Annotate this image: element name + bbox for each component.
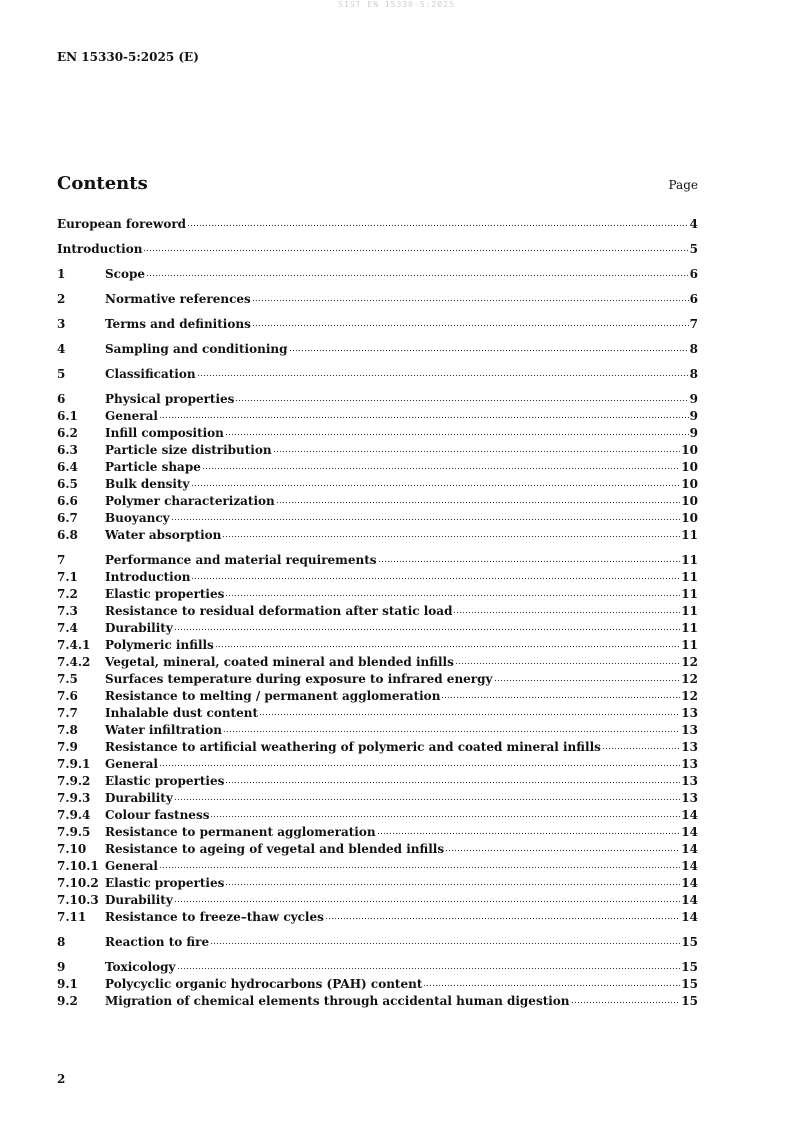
toc-entry[interactable] — [57, 341, 698, 358]
toc-entry[interactable] — [57, 459, 698, 476]
toc-entry[interactable] — [57, 959, 698, 976]
toc-entry-title: Water infiltration — [105, 723, 222, 737]
toc-entry[interactable] — [57, 993, 698, 1010]
dot-leader — [571, 995, 681, 1004]
toc-entry-title: Water absorption — [105, 528, 222, 542]
dot-leader — [191, 571, 680, 580]
toc-entry-page: 11 — [681, 638, 698, 652]
dot-leader — [289, 343, 689, 352]
toc-entry-title: Polycyclic organic hydrocarbons (PAH) content — [105, 977, 423, 991]
dot-leader — [453, 605, 680, 614]
dot-leader — [174, 894, 680, 903]
toc-entry-page: 15 — [681, 935, 698, 949]
dot-leader — [235, 393, 688, 402]
toc-entry-page: 8 — [689, 367, 698, 381]
toc-entry-number: 7.4.1 — [57, 638, 91, 652]
toc-entry-title: Reaction to fire — [105, 935, 210, 949]
dot-leader — [377, 826, 681, 835]
toc-entry[interactable] — [57, 476, 698, 493]
toc-entry-title: Vegetal, mineral, coated mineral and blended infills — [105, 655, 454, 669]
toc-entry-page: 6 — [689, 292, 698, 306]
toc-entry-page: 13 — [681, 706, 698, 720]
toc-entry-page: 14 — [681, 859, 698, 873]
toc-entry-title: Introduction — [57, 242, 143, 256]
toc-entry-title: Resistance to permanent agglomeration — [105, 825, 376, 839]
toc-entry-number: 6.7 — [57, 511, 78, 525]
dot-leader — [494, 673, 681, 682]
toc-entry-title: General — [105, 409, 158, 423]
toc-entry[interactable] — [57, 705, 698, 722]
dot-leader — [273, 444, 681, 453]
toc-entry-page: 13 — [681, 757, 698, 771]
toc-entry[interactable] — [57, 790, 698, 807]
page-column-label: Page — [668, 178, 698, 192]
toc-entry-number: 5 — [57, 367, 66, 381]
toc-entry-title: Polymeric infills — [105, 638, 214, 652]
toc-entry-title: Scope — [105, 267, 146, 281]
toc-entry[interactable] — [57, 654, 698, 671]
toc-entry-title: Elastic properties — [105, 876, 225, 890]
dot-leader — [378, 554, 681, 563]
toc-entry-title: Resistance to ageing of vegetal and blended infills — [105, 842, 445, 856]
toc-entry-page: 11 — [681, 621, 698, 635]
toc-entry-page: 11 — [681, 587, 698, 601]
dot-leader — [445, 843, 680, 852]
dot-leader — [143, 243, 688, 252]
toc-entry[interactable] — [57, 510, 698, 527]
toc-entry-title: Durability — [105, 621, 173, 635]
toc-entry-number: 7.4.2 — [57, 655, 91, 669]
dot-leader — [159, 758, 680, 767]
toc-entry-title: Performance and material requirements — [105, 553, 377, 567]
dot-leader — [187, 218, 689, 227]
dot-leader — [174, 792, 680, 801]
toc-entry-number: 7.11 — [57, 910, 87, 924]
toc-entry[interactable] — [57, 620, 698, 637]
toc-entry-number: 7 — [57, 553, 66, 567]
toc-entry-page: 13 — [681, 740, 698, 754]
dot-leader — [159, 410, 689, 419]
toc-entry-page: 8 — [689, 342, 698, 356]
dot-leader — [252, 318, 689, 327]
toc-entry-number: 6.2 — [57, 426, 78, 440]
toc-entry-title: Sampling and conditioning — [105, 342, 288, 356]
dot-leader — [202, 461, 680, 470]
dot-leader — [455, 656, 680, 665]
toc-entry-title: Introduction — [105, 570, 191, 584]
document-code: EN 15330-5:2025 (E) — [57, 50, 199, 64]
toc-entry-number: 6 — [57, 392, 66, 406]
toc-entry[interactable] — [57, 671, 698, 688]
toc-entry-number: 7.10 — [57, 842, 87, 856]
toc-entry-number: 7.7 — [57, 706, 78, 720]
toc-entry-title: General — [105, 757, 158, 771]
toc-entry-number: 7.9 — [57, 740, 78, 754]
contents-heading: Contents — [57, 173, 148, 194]
toc-entry-page: 13 — [681, 723, 698, 737]
dot-leader — [191, 478, 681, 487]
toc-entry-page: 14 — [681, 893, 698, 907]
toc-entry-number: 7.2 — [57, 587, 78, 601]
toc-entry[interactable] — [57, 934, 698, 951]
toc-entry-page: 14 — [681, 842, 698, 856]
toc-entry-title: Elastic properties — [105, 774, 225, 788]
toc-entry-title: Resistance to freeze–thaw cycles — [105, 910, 324, 924]
dot-leader — [225, 588, 680, 597]
toc-entry[interactable] — [57, 266, 698, 283]
toc-entry[interactable] — [57, 603, 698, 620]
toc-entry-title: Infill composition — [105, 426, 224, 440]
toc-entry-page: 9 — [689, 392, 698, 406]
toc-entry[interactable] — [57, 216, 698, 233]
toc-entry-title: Bulk density — [105, 477, 190, 491]
toc-entry-title: Toxicology — [105, 960, 176, 974]
toc-entry-number: 6.6 — [57, 494, 78, 508]
dot-leader — [210, 936, 680, 945]
toc-entry-page: 14 — [681, 876, 698, 890]
toc-entry-page: 9 — [689, 409, 698, 423]
toc-entry[interactable] — [57, 425, 698, 442]
dot-leader — [423, 978, 680, 987]
toc-entry-title: Migration of chemical elements through accidental human digestion — [105, 994, 570, 1008]
toc-entry-page: 11 — [681, 553, 698, 567]
toc-entry[interactable] — [57, 875, 698, 892]
toc-entry-page: 10 — [681, 460, 698, 474]
toc-entry-page: 13 — [681, 774, 698, 788]
dot-leader — [215, 639, 680, 648]
toc-entry[interactable] — [57, 586, 698, 603]
toc-entry-number: 7.10.3 — [57, 893, 99, 907]
toc-entry-page: 11 — [681, 528, 698, 542]
toc-entry-title: Physical properties — [105, 392, 235, 406]
dot-leader — [441, 690, 680, 699]
toc-entry-page: 14 — [681, 910, 698, 924]
toc-entry[interactable] — [57, 892, 698, 909]
toc-entry-number: 7.10.1 — [57, 859, 99, 873]
dot-leader — [177, 961, 681, 970]
toc-entry-number: 4 — [57, 342, 66, 356]
page-number: 2 — [57, 1072, 66, 1086]
toc-entry-page: 15 — [681, 994, 698, 1008]
toc-entry-page: 13 — [681, 791, 698, 805]
toc-entry-title: Colour fastness — [105, 808, 210, 822]
toc-entry[interactable] — [57, 688, 698, 705]
toc-entry[interactable] — [57, 391, 698, 408]
toc-entry[interactable] — [57, 909, 698, 926]
toc-entry-page: 12 — [681, 655, 698, 669]
toc-entry-title: Resistance to artificial weathering of polymeric and coated mineral infills — [105, 740, 601, 754]
toc-entry-number: 7.6 — [57, 689, 78, 703]
toc-entry-title: Durability — [105, 893, 173, 907]
toc-entry-number: 7.9.5 — [57, 825, 91, 839]
dot-leader — [259, 707, 680, 716]
toc-entry-number: 2 — [57, 292, 66, 306]
toc-entry[interactable] — [57, 366, 698, 383]
toc-entry-title: Particle size distribution — [105, 443, 272, 457]
toc-entry-number: 7.1 — [57, 570, 78, 584]
dot-leader — [276, 495, 681, 504]
toc-entry[interactable] — [57, 739, 698, 756]
toc-entry[interactable] — [57, 773, 698, 790]
toc-entry-page: 6 — [689, 267, 698, 281]
toc-entry[interactable] — [57, 824, 698, 841]
toc-entry[interactable] — [57, 858, 698, 875]
toc-entry-page: 10 — [681, 443, 698, 457]
toc-entry[interactable] — [57, 569, 698, 586]
toc-entry-number: 6.1 — [57, 409, 78, 423]
toc-entry-title: European foreword — [57, 217, 187, 231]
toc-entry-number: 7.9.1 — [57, 757, 91, 771]
toc-entry-page: 12 — [681, 689, 698, 703]
dot-leader — [210, 809, 680, 818]
dot-leader — [146, 268, 689, 277]
toc-entry-number: 1 — [57, 267, 66, 281]
toc-entry-number: 6.4 — [57, 460, 78, 474]
toc-entry-number: 7.9.2 — [57, 774, 91, 788]
toc-entry-number: 7.3 — [57, 604, 78, 618]
toc-entry-page: 10 — [681, 511, 698, 525]
toc-entry-title: Inhalable dust content — [105, 706, 259, 720]
toc-entry-page: 7 — [689, 317, 698, 331]
toc-entry-number: 7.10.2 — [57, 876, 99, 890]
toc-entry-title: Polymer characterization — [105, 494, 275, 508]
toc-entry[interactable] — [57, 637, 698, 654]
toc-entry[interactable] — [57, 241, 698, 258]
toc-entry[interactable] — [57, 316, 698, 333]
toc-entry-number: 7.4 — [57, 621, 78, 635]
dot-leader — [252, 293, 689, 302]
toc-entry-page: 10 — [681, 477, 698, 491]
toc-entry-number: 7.8 — [57, 723, 78, 737]
toc-entry-number: 3 — [57, 317, 66, 331]
toc-entry[interactable] — [57, 442, 698, 459]
toc-entry-title: Resistance to residual deformation after static load — [105, 604, 453, 618]
toc-entry-page: 9 — [689, 426, 698, 440]
dot-leader — [197, 368, 689, 377]
toc-entry-page: 11 — [681, 604, 698, 618]
toc-entry[interactable] — [57, 976, 698, 993]
toc-entry-page: 12 — [681, 672, 698, 686]
toc-entry-number: 9 — [57, 960, 66, 974]
toc-entry-page: 15 — [681, 960, 698, 974]
dot-leader — [225, 427, 689, 436]
dot-leader — [325, 911, 680, 920]
toc-entry-number: 6.5 — [57, 477, 78, 491]
toc-entry[interactable] — [57, 722, 698, 739]
toc-entry-title: General — [105, 859, 158, 873]
toc-entry-page: 14 — [681, 808, 698, 822]
toc-entry[interactable] — [57, 756, 698, 773]
dot-leader — [222, 529, 680, 538]
toc-entry-title: Normative references — [105, 292, 251, 306]
toc-entry-number: 8 — [57, 935, 66, 949]
toc-entry-number: 7.9.3 — [57, 791, 91, 805]
toc-entry-title: Particle shape — [105, 460, 201, 474]
toc-entry-number: 9.1 — [57, 977, 78, 991]
toc-entry[interactable] — [57, 493, 698, 510]
toc-entry-number: 7.5 — [57, 672, 78, 686]
toc-entry-number: 6.8 — [57, 528, 78, 542]
watermark: SIST EN 15330-5:2025 — [338, 0, 455, 9]
toc-entry-title: Classification — [105, 367, 196, 381]
toc-entry-title: Buoyancy — [105, 511, 170, 525]
toc-entry-number: 9.2 — [57, 994, 78, 1008]
toc-entry[interactable] — [57, 807, 698, 824]
toc-entry[interactable] — [57, 291, 698, 308]
toc-entry-title: Surfaces temperature during exposure to infrared energy — [105, 672, 493, 686]
toc-entry-title: Terms and definitions — [105, 317, 251, 331]
toc-entry-page: 15 — [681, 977, 698, 991]
dot-leader — [171, 512, 681, 521]
toc-entry-page: 11 — [681, 570, 698, 584]
toc-entry-page: 14 — [681, 825, 698, 839]
toc-entry[interactable] — [57, 841, 698, 858]
toc-entry-page: 4 — [689, 217, 698, 231]
dot-leader — [174, 622, 680, 631]
dot-leader — [225, 877, 680, 886]
toc-entry-number: 7.9.4 — [57, 808, 91, 822]
dot-leader — [225, 775, 680, 784]
dot-leader — [223, 724, 680, 733]
toc-entry-page: 10 — [681, 494, 698, 508]
toc-entry[interactable] — [57, 408, 698, 425]
toc-entry[interactable] — [57, 552, 698, 569]
toc-entry[interactable] — [57, 527, 698, 544]
toc-entry-title: Elastic properties — [105, 587, 225, 601]
dot-leader — [602, 741, 680, 750]
table-of-contents — [57, 216, 698, 1010]
toc-entry-title: Resistance to melting / permanent agglomeration — [105, 689, 441, 703]
toc-entry-title: Durability — [105, 791, 173, 805]
dot-leader — [159, 860, 680, 869]
toc-entry-page: 5 — [689, 242, 698, 256]
toc-entry-number: 6.3 — [57, 443, 78, 457]
